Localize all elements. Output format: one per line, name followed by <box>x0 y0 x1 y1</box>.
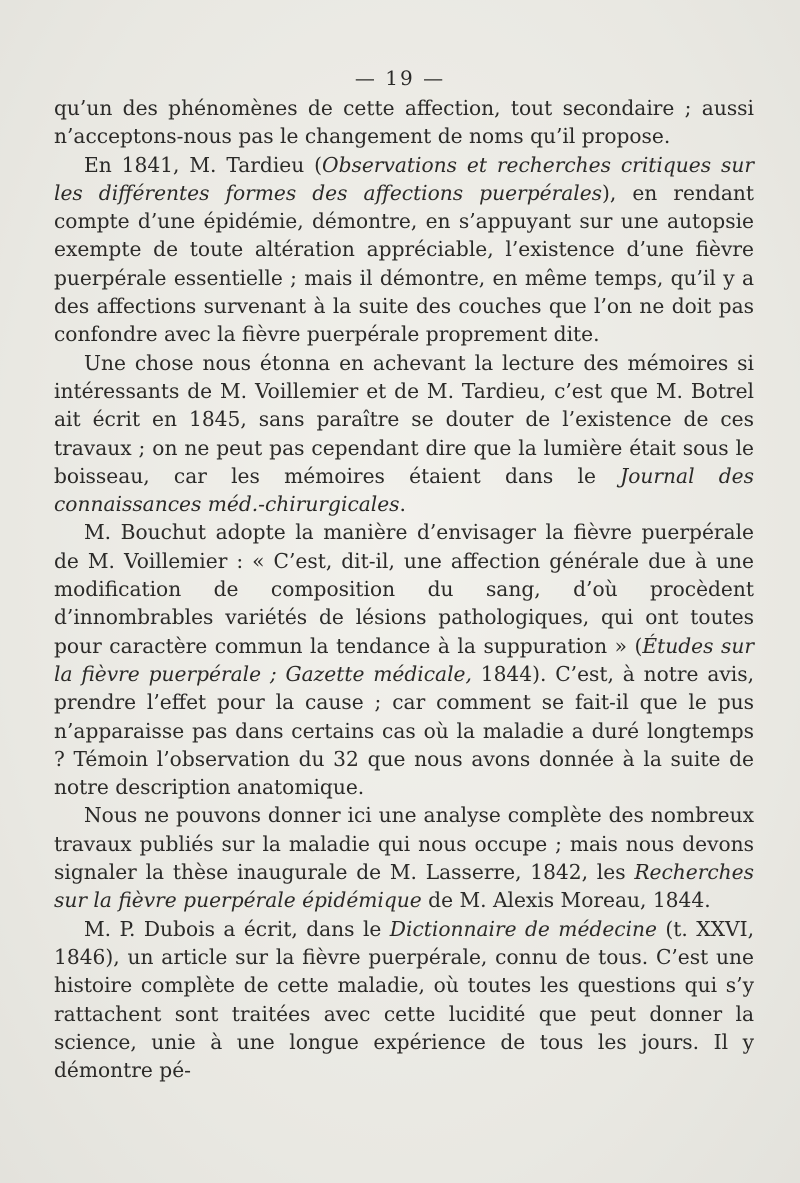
p4-work-title: Études sur la fièvre puerpérale ; Gazette médicale, <box>54 633 754 686</box>
p2-lead: En 1841, M. Tardieu ( <box>84 152 323 177</box>
p6-work-title: Dictionnaire de médecine <box>389 916 657 941</box>
p5-lead: Nous ne pouvons donner ici une analyse complète des nombreux travaux publiés sur la maladie qui nous occupe ; mais nous devons signaler la thèse inaugurale de M. Lasserre, 1842, les <box>54 803 754 885</box>
p5-rest: de M. Alexis Moreau, 1844. <box>421 888 711 913</box>
paragraph-5 <box>54 801 754 914</box>
paragraph-1 <box>54 94 754 151</box>
paragraph-1-text: qu’un des phénomènes de cette affection, tout secondaire ; aussi n’acceptons-nous pas le changement de noms qu’il propose. <box>54 96 754 149</box>
p4-lead: M. Bouchut adopte la manière d’envisager la fièvre puerpérale de M. Voillemier : « C’est, dit-il, une affection générale due à une modification de composition du sang, d’où procèdent d’innombrables variétés de lésions pathologiques, qui ont toutes pour caractère commun la tendance à la suppuration » ( <box>54 520 754 658</box>
p6-lead: M. P. Dubois a écrit, dans le <box>84 916 390 941</box>
p5-work-title: Recherches sur la fièvre puerpérale épidémique <box>54 860 754 913</box>
paragraph-2 <box>54 151 754 349</box>
p2-work-title: Observations et recherches critiques sur les différentes formes des affections puerpérales <box>54 152 754 205</box>
p6-rest: (t. XXVI, 1846), un article sur la fièvre puerpérale, connu de tous. C’est une histoire complète de cette maladie, où toutes les questions qui s’y rattachent sont traitées avec cette lucidité que peut donner la science, unie à une longue expérience de tous les jours. Il y démontre pé- <box>54 916 754 1083</box>
p3-lead: Une chose nous étonna en achevant la lecture des mémoires si intéressants de M. Voillemier et de M. Tardieu, c’est que M. Botrel ait écrit en 1845, sans paraître se douter de l’existence de ces travaux ; on ne peut pas cependant dire que la lumière était sous le boisseau, car les mémoires étaient dans le <box>54 350 754 488</box>
p3-rest: . <box>399 492 406 517</box>
paragraph-4 <box>54 518 754 801</box>
paragraph-3 <box>54 349 754 519</box>
p4-rest: 1844). C’est, à notre avis, prendre l’effet pour la cause ; car comment se fait-il que le pus n’apparaisse pas dans certains cas où la maladie a duré longtemps ? Témoin l’observation du 32 que nous avons donnée à la suite de notre description anatomique. <box>54 661 754 800</box>
p3-journal-title: Journal des connaissances méd.-chirurgicales <box>54 463 754 517</box>
page-number: — 19 — <box>354 66 446 90</box>
paragraph-6 <box>54 915 754 1085</box>
body-text <box>54 94 754 1084</box>
p2-rest: ), en rendant compte d’une épidémie, démontre, en s’appuyant sur une autopsie exempte de toute altération appréciable, l’existence d’une fièvre puerpérale essentielle ; mais il démontre, en même temps, qu’il y a des affections survenant à la suite des couches que l’on ne doit pas confondre avec la fièvre puerpérale proprement dite. <box>54 180 755 347</box>
